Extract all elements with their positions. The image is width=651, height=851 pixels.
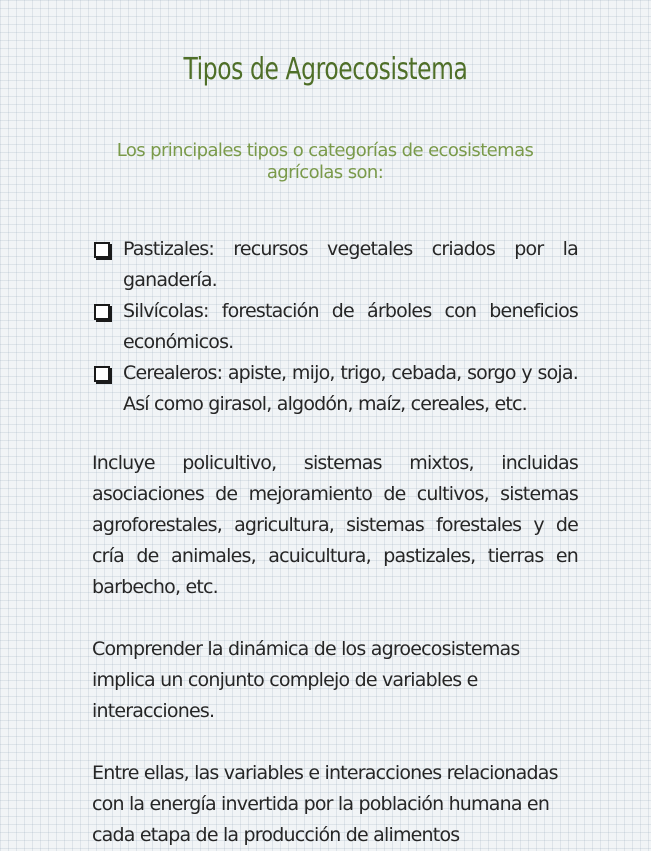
list-item-text: Cerealeros: apiste, mijo, trigo, cebada, sorgo y soja. Así como girasol, algodón, maíz, cereales, etc. — [123, 362, 578, 415]
list-item — [92, 296, 578, 358]
agroecosystem-types-list — [92, 234, 578, 420]
page-subtitle: Los principales tipos o categorías de ecosistemas agrícolas son: — [116, 140, 534, 183]
paragraph-energy: Entre ellas, las variables e interacciones relacionadas con la energía invertida por la población humana en cada etapa de la producción de alimentos — [92, 762, 558, 846]
list-item-text: Pastizales: recursos vegetales criados por la ganadería. — [123, 238, 578, 291]
list-item — [92, 358, 578, 420]
page-title: Tipos de Agroecosistema — [183, 52, 468, 87]
list-item-text: Silvícolas: forestación de árboles con beneficios económicos. — [123, 300, 578, 353]
paragraph-includes: Incluye policultivo, sistemas mixtos, incluidas asociaciones de mejoramiento de cultivos, sistemas agroforestales, agricultura, sistemas forestales y de cría de animales, acuicultura, pastizales, tierras en barbecho, etc. — [92, 452, 578, 598]
checkbox-icon — [94, 304, 110, 320]
document-body — [92, 234, 578, 851]
paragraph-dynamics: Comprender la dinámica de los agroecosistemas implica un conjunto complejo de variables e interacciones. — [92, 638, 520, 722]
list-item — [92, 234, 578, 296]
checkbox-icon — [94, 242, 110, 258]
checkbox-icon — [94, 366, 110, 382]
